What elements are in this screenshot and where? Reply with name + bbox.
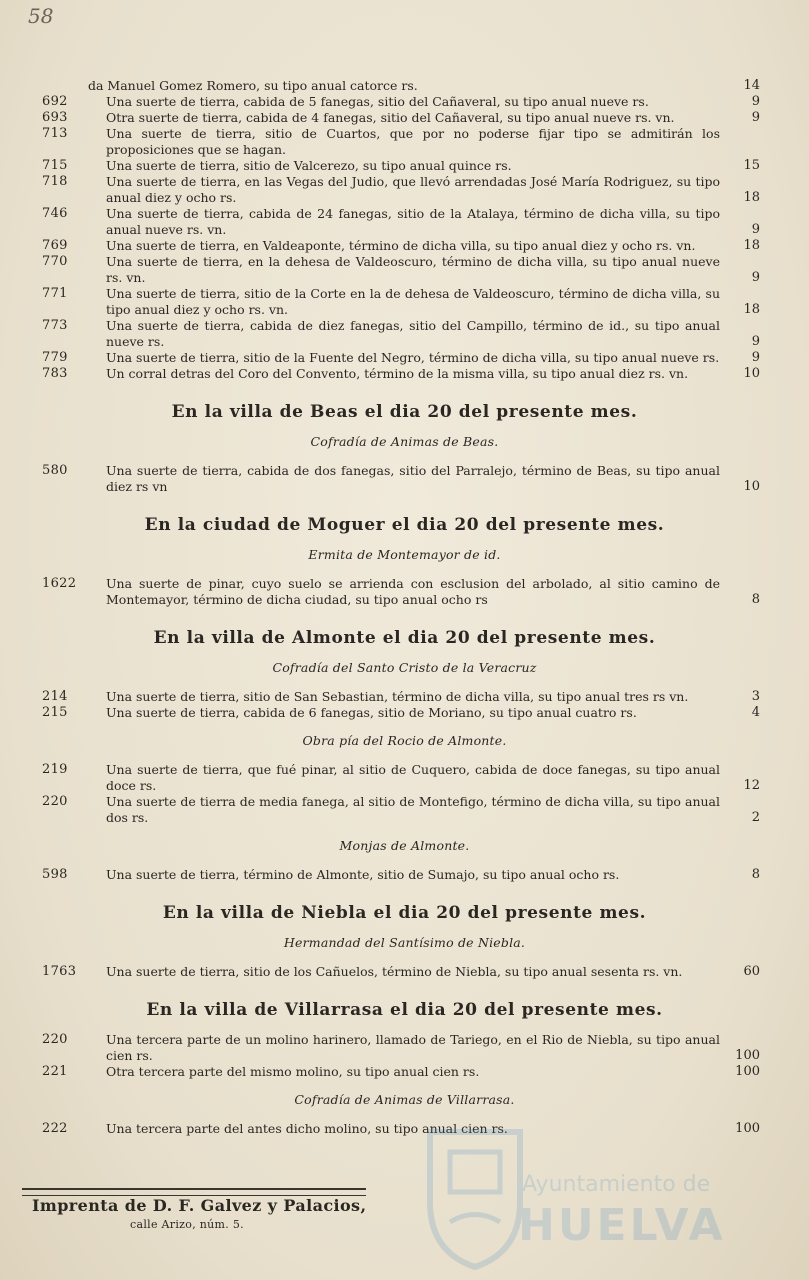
listing-content	[0, 78, 809, 1143]
section-heading: En la ciudad de Moguer el dia 20 del presente mes.	[144, 515, 665, 535]
section-gap	[0, 980, 809, 986]
lot-value: 8	[751, 592, 760, 607]
lot-number: 220	[42, 1032, 68, 1047]
section-gap	[0, 883, 809, 889]
lot-value: 9	[751, 94, 760, 109]
list-item	[42, 350, 760, 366]
lot-value: 18	[743, 302, 760, 317]
page-number-mark: 58	[28, 4, 54, 28]
section-subheading: Obra pía del Rocio de Almonte.	[302, 733, 507, 748]
lot-description: Otra tercera parte del mismo molino, su tipo anual cien rs.	[106, 1064, 480, 1079]
lot-description: Una suerte de tierra, cabida de 5 fanegas, sitio del Cañaveral, su tipo anual nueve rs.	[106, 94, 649, 109]
watermark-line1: Ayuntamiento de	[522, 1172, 711, 1197]
lot-number: 220	[42, 794, 68, 809]
list-item	[42, 1064, 760, 1080]
lot-value: 18	[743, 238, 760, 253]
lot-number: 783	[42, 366, 68, 381]
lot-value: 10	[743, 366, 760, 381]
list-item	[42, 318, 760, 350]
lot-number: 221	[42, 1064, 68, 1079]
lot-description: Una suerte de tierra, cabida de 24 fanegas, sitio de la Atalaya, término de dicha villa, su tipo anual nueve rs. vn.	[106, 206, 720, 237]
list-item	[42, 110, 760, 126]
lot-number: 771	[42, 286, 68, 301]
list-item	[42, 366, 760, 382]
section-gap	[0, 382, 809, 388]
lot-number: 779	[42, 350, 68, 365]
section-gap	[0, 495, 809, 501]
list-item	[42, 576, 760, 608]
section-subheading: Ermita de Montemayor de id.	[308, 547, 501, 562]
section-subheading: Monjas de Almonte.	[339, 838, 470, 853]
section-subheading: Cofradía de Animas de Villarrasa.	[294, 1092, 515, 1107]
lot-value: 9	[751, 270, 760, 285]
lot-number: 214	[42, 689, 68, 704]
lot-value: 100	[735, 1048, 760, 1063]
lot-number: 715	[42, 158, 68, 173]
section-gap	[0, 608, 809, 614]
lot-value: 9	[751, 350, 760, 365]
lot-description: Una suerte de tierra, en la dehesa de Valdeoscuro, término de dicha villa, su tipo anual nueve rs. vn.	[106, 254, 720, 285]
lot-description: Una suerte de tierra, que fué pinar, al sitio de Cuquero, cabida de doce fanegas, su tipo anual doce rs.	[106, 762, 720, 793]
lot-value: 3	[751, 689, 760, 704]
list-item	[42, 174, 760, 206]
lot-description: Una suerte de tierra, en las Vegas del Judio, que llevó arrendadas José María Rodriguez, su tipo anual diez y ocho rs.	[106, 174, 720, 205]
lot-value: 4	[751, 705, 760, 720]
list-item	[42, 964, 760, 980]
lot-number: 713	[42, 126, 68, 141]
list-item	[42, 286, 760, 318]
lot-number: 219	[42, 762, 68, 777]
lot-description: Una suerte de pinar, cuyo suelo se arrienda con esclusion del arbolado, al sitio camino de Montemayor, término de dicha ciudad, su tipo anual ocho rs	[106, 576, 720, 607]
lot-number: 773	[42, 318, 68, 333]
coat-of-arms-icon	[420, 1112, 530, 1272]
lot-description: Una suerte de tierra, sitio de la Fuente del Negro, término de dicha villa, su tipo anual nueve rs.	[106, 350, 720, 365]
lot-number: 718	[42, 174, 68, 189]
section-heading: En la villa de Beas el dia 20 del presente mes.	[171, 402, 638, 422]
lot-number: 598	[42, 867, 68, 882]
lot-value: 8	[751, 867, 760, 882]
list-item	[42, 206, 760, 238]
lot-value: 12	[743, 778, 760, 793]
lot-number: 580	[42, 463, 68, 478]
section-gap	[0, 1080, 809, 1086]
list-item	[42, 689, 760, 705]
lot-description: Una suerte de tierra de media fanega, al sitio de Montefigo, término de dicha villa, su tipo anual dos rs.	[106, 794, 720, 825]
lot-description: Una suerte de tierra, término de Almonte, sitio de Sumajo, su tipo anual ocho rs.	[106, 867, 620, 882]
list-item	[42, 78, 760, 94]
watermark-line2: HUELVA	[518, 1200, 726, 1251]
lot-value: 9	[751, 334, 760, 349]
lot-value: 2	[751, 810, 760, 825]
list-item	[42, 94, 760, 110]
lot-description: Una suerte de tierra, sitio de los Cañuelos, término de Niebla, su tipo anual sesenta rs. vn.	[106, 964, 683, 979]
section-heading: En la villa de Villarrasa el dia 20 del presente mes.	[146, 1000, 663, 1020]
section-subheading: Cofradía del Santo Cristo de la Veracruz	[272, 660, 537, 675]
list-item	[42, 254, 760, 286]
list-item	[42, 126, 760, 158]
lot-number: 215	[42, 705, 68, 720]
lot-description: da Manuel Gomez Romero, su tipo anual catorce rs.	[88, 78, 418, 93]
lot-value: 100	[735, 1121, 760, 1136]
lot-description: Una suerte de tierra, cabida de 6 fanegas, sitio de Moriano, su tipo anual cuatro rs.	[106, 705, 637, 720]
list-item	[42, 463, 760, 495]
lot-description: Una suerte de tierra, cabida de dos fanegas, sitio del Parralejo, término de Beas, su tipo anual diez rs vn	[106, 463, 720, 494]
imprint-rule	[22, 1188, 366, 1196]
list-item	[42, 1032, 760, 1064]
section-subheading: Hermandad del Santísimo de Niebla.	[283, 935, 526, 950]
lot-description: Una suerte de tierra, sitio de la Corte en la de dehesa de Valdeoscuro, término de dicha villa, su tipo anual diez y ocho rs. vn.	[106, 286, 720, 317]
lot-description: Otra suerte de tierra, cabida de 4 fanegas, sitio del Cañaveral, su tipo anual nueve rs. vn.	[106, 110, 675, 125]
printer-address: calle Arizo, núm. 5.	[130, 1218, 244, 1231]
list-item	[42, 158, 760, 174]
lot-description: Una suerte de tierra, cabida de diez fanegas, sitio del Campillo, término de id., su tipo anual nueve rs.	[106, 318, 720, 349]
section-gap	[0, 721, 809, 727]
lot-value: 100	[735, 1064, 760, 1079]
lot-description: Una suerte de tierra, sitio de Valcerezo, su tipo anual quince rs.	[106, 158, 512, 173]
list-item	[42, 867, 760, 883]
printer-name: Imprenta de D. F. Galvez y Palacios,	[32, 1196, 367, 1215]
lot-number: 222	[42, 1121, 68, 1136]
lot-value: 10	[743, 479, 760, 494]
lot-number: 1763	[42, 964, 77, 979]
lot-number: 770	[42, 254, 68, 269]
lot-number: 692	[42, 94, 68, 109]
lot-number: 693	[42, 110, 68, 125]
huelva-watermark	[420, 1112, 750, 1272]
lot-number: 1622	[42, 576, 77, 591]
lot-value: 9	[751, 222, 760, 237]
lot-number: 746	[42, 206, 68, 221]
list-item	[42, 762, 760, 794]
list-item	[42, 794, 760, 826]
lot-number: 769	[42, 238, 68, 253]
lot-description: Una tercera parte del antes dicho molino, su tipo anual cien rs.	[106, 1121, 508, 1136]
lot-value: 15	[743, 158, 760, 173]
lot-value: 14	[743, 78, 760, 93]
lot-description: Una suerte de tierra, en Valdeaponte, término de dicha villa, su tipo anual diez y ocho rs. vn.	[106, 238, 696, 253]
section-gap	[0, 826, 809, 832]
lot-description: Un corral detras del Coro del Convento, término de la misma villa, su tipo anual diez rs. vn.	[106, 366, 689, 381]
lot-description: Una suerte de tierra, sitio de San Sebastian, término de dicha villa, su tipo anual tres rs vn.	[106, 689, 689, 704]
lot-value: 9	[751, 110, 760, 125]
lot-description: Una tercera parte de un molino harinero, llamado de Tariego, en el Rio de Niebla, su tipo anual cien rs.	[106, 1032, 720, 1063]
section-heading: En la villa de Almonte el dia 20 del presente mes.	[153, 628, 656, 648]
list-item	[42, 705, 760, 721]
lot-value: 60	[743, 964, 760, 979]
section-heading: En la villa de Niebla el dia 20 del presente mes.	[162, 903, 647, 923]
lot-value: 18	[743, 190, 760, 205]
lot-description: Una suerte de tierra, sitio de Cuartos, que por no poderse fijar tipo se admitirán los proposiciones que se hagan.	[106, 126, 720, 157]
list-item	[42, 238, 760, 254]
section-subheading: Cofradía de Animas de Beas.	[310, 434, 499, 449]
